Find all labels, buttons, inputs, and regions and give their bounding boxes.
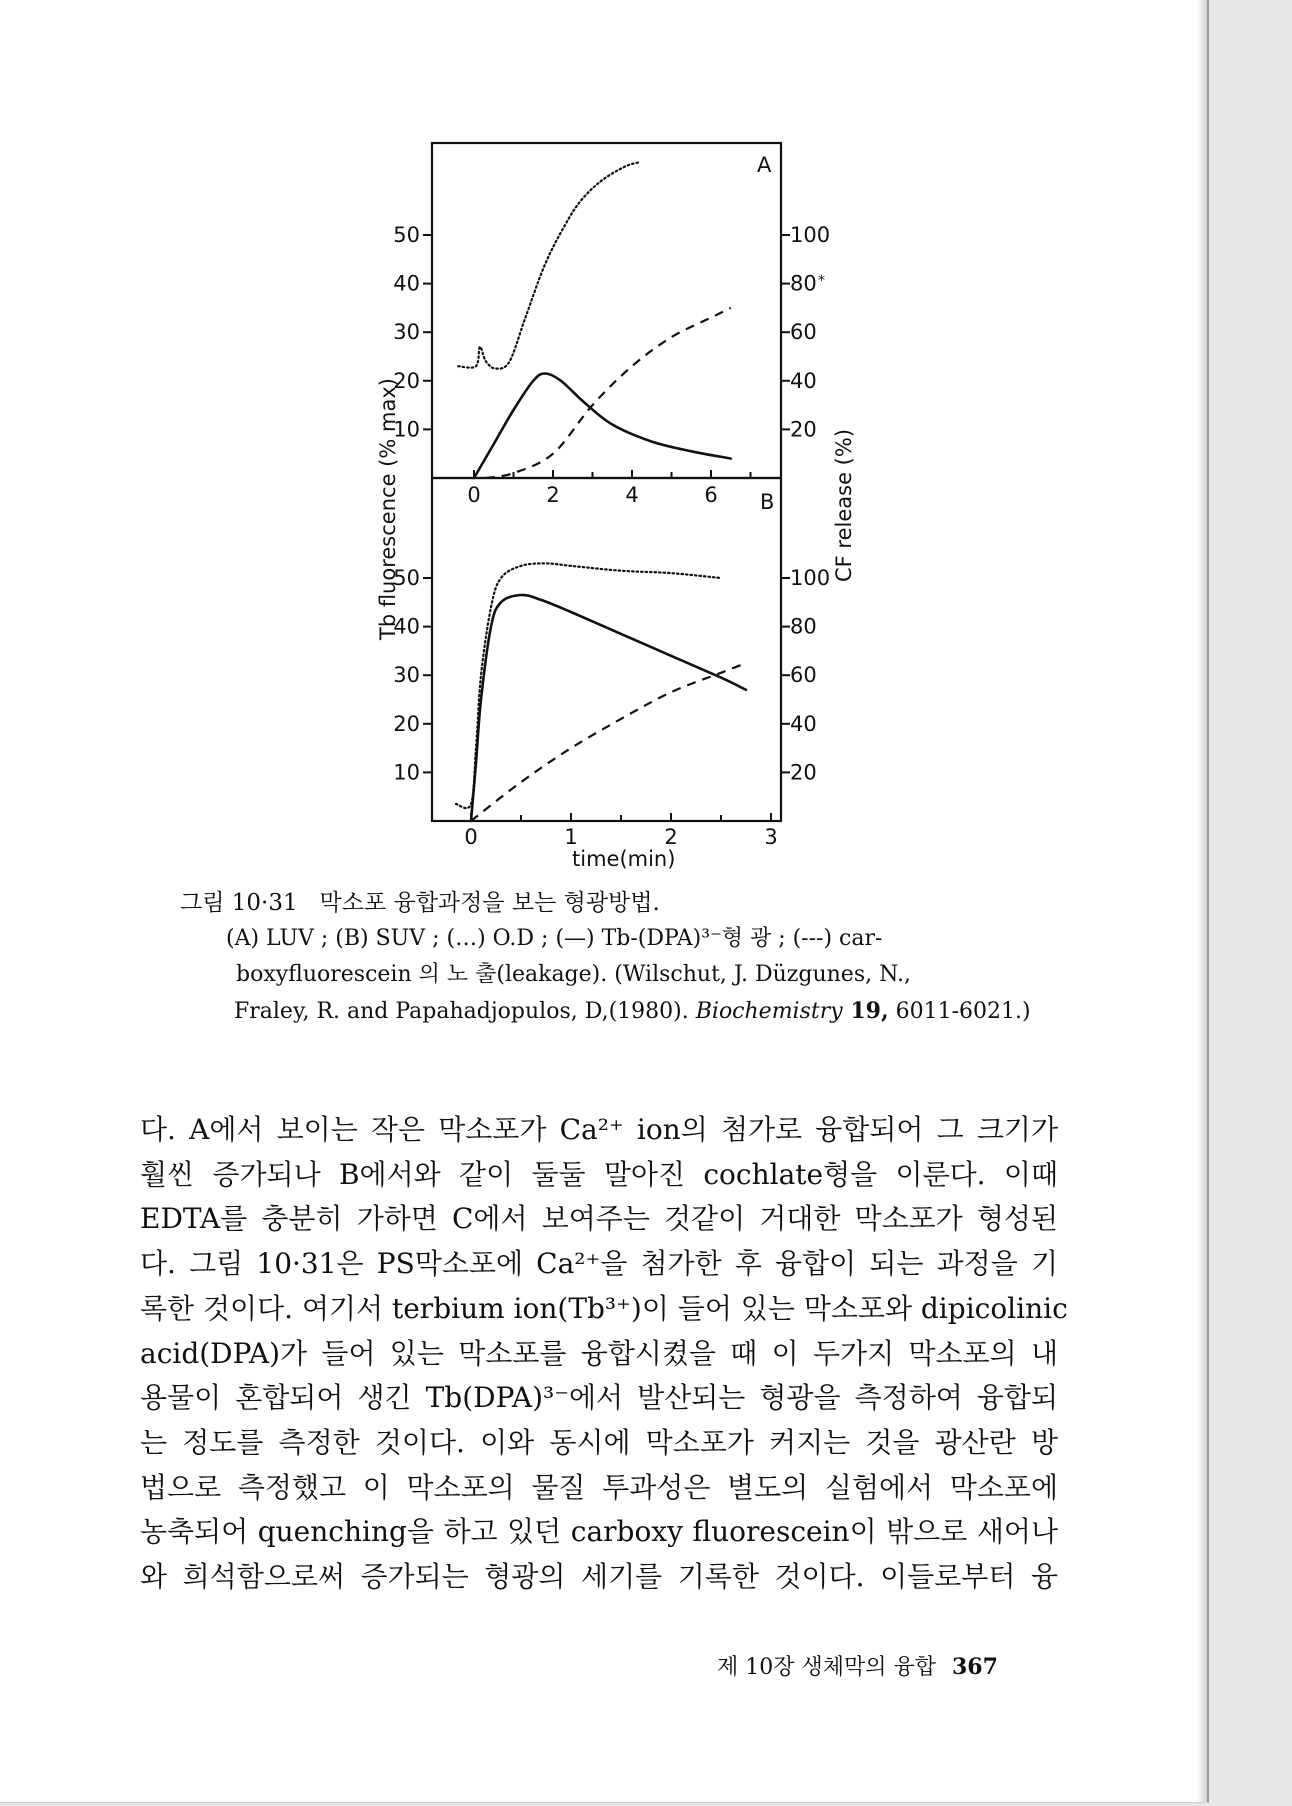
- x-axis-label: time(min): [572, 847, 676, 871]
- x-tick-label: 2: [546, 483, 560, 507]
- chapter-title: 제 10장 생체막의 융합: [717, 1655, 936, 1680]
- left-tick-label: 10: [393, 417, 420, 442]
- right-tick-label: 80: [790, 271, 817, 296]
- figure-10-31: [0, 0, 1207, 880]
- body-line: 다. A에서 보이는 작은 막소포가 Ca²⁺ ion의 첨가로 융합되어 그 크기가: [140, 1113, 1058, 1146]
- panel-a-frame: [432, 143, 781, 478]
- panel-a-od-dotted-line: [458, 162, 640, 369]
- x-tick-label: 2: [664, 825, 678, 849]
- figure-label: 그림 10·31: [180, 890, 298, 916]
- panel-a-series: [458, 162, 731, 478]
- left-tick-label: 50: [393, 223, 420, 247]
- panel-b-od-dotted-line: [456, 563, 721, 808]
- caption-journal: Biochemistry: [695, 999, 843, 1024]
- x-tick-label: 6: [704, 483, 718, 507]
- right-tick-label: 20: [790, 417, 817, 442]
- x-tick-label: 3: [764, 825, 778, 849]
- body-line: 법으로 측정했고 이 막소포의 물질 투과성은 별도의 실험에서 막소포에: [140, 1470, 1058, 1504]
- left-axis-label: Tb fluorescence (% max): [376, 378, 400, 640]
- panel-b-label: B: [760, 490, 775, 514]
- page-footer: [717, 1650, 998, 1681]
- caption-line-2: (A) LUV ; (B) SUV ; (…) O.D ; (—) Tb-(DPA)³⁻형 광 ; (---) car-: [226, 926, 883, 951]
- panel-a-label: A: [757, 153, 772, 177]
- left-tick-label: 30: [393, 663, 420, 688]
- panel-b-series: [456, 563, 746, 821]
- page-number: 367: [952, 1654, 998, 1680]
- caption-pages: 6011-6021.): [888, 999, 1031, 1024]
- body-line: 다. 그림 10·31은 PS막소포에 Ca²⁺을 첨가한 후 융합이 되는 과정을 기: [140, 1247, 1058, 1281]
- left-tick-label: 40: [393, 614, 420, 639]
- left-tick-label: 20: [393, 711, 420, 736]
- x-tick-label: 1: [564, 825, 578, 849]
- panel-b-right-ticks: [781, 566, 830, 784]
- right-tick-label: 60: [790, 320, 817, 345]
- caption-line-4-prefix: Fraley, R. and Papahadjopulos, D,(1980).: [234, 999, 696, 1024]
- right-tick-label: 100: [790, 566, 831, 590]
- right-tick-label: 40: [790, 368, 817, 393]
- x-tick-label: 0: [464, 825, 478, 849]
- left-tick-label: 10: [393, 760, 420, 785]
- left-tick-label: 30: [393, 320, 420, 345]
- body-line: 는 정도를 측정한 것이다. 이와 동시에 막소포가 커지는 것을 광산란 방: [140, 1425, 1058, 1459]
- caption-line-3: boxyfluorescein 의 노 출(leakage). (Wilschut, J. Düzgunes, N.,: [236, 962, 911, 987]
- right-axis-label: CF release (%): [832, 428, 856, 582]
- panel-b-x-ticks: [464, 813, 777, 849]
- caption-heading: [180, 885, 1040, 921]
- panel-a-right-ticks: [781, 223, 830, 441]
- right-tick-label: 20: [790, 760, 817, 785]
- right-tick-label: 80: [790, 614, 817, 639]
- panel-b-cf-leakage-dashed-line: [471, 663, 746, 821]
- x-tick-label: 4: [625, 483, 639, 507]
- x-tick-label: 0: [467, 483, 481, 507]
- body-line: 록한 것이다. 여기서 terbium ion(Tb³⁺)이 들어 있는 막소포와 dipicolinic: [140, 1291, 1068, 1325]
- right-tick-label: 40: [790, 711, 817, 736]
- body-paragraph: [140, 1108, 1068, 1600]
- figure-title: 막소포 융합과정을 보는 형광방법.: [319, 890, 660, 916]
- caption-volume: 19,: [842, 998, 889, 1024]
- right-tick-label: 100: [790, 223, 831, 247]
- left-tick-label: 20: [393, 368, 420, 393]
- left-tick-label: 50: [393, 566, 420, 590]
- panel-a-x-ticks: [467, 470, 750, 507]
- panel-a-tb-fluorescence-solid-line: [474, 374, 731, 479]
- annotation-mark: *: [818, 273, 825, 289]
- figure-caption: [180, 885, 1040, 1030]
- panel-b-tb-fluorescence-solid-line: [471, 595, 746, 821]
- left-tick-label: 40: [393, 271, 420, 296]
- right-tick-label: 60: [790, 663, 817, 688]
- caption-line-4: [180, 993, 1040, 1030]
- body-line: 용물이 혼합되어 생긴 Tb(DPA)³⁻에서 발산되는 형광을 측정하여 융합되: [140, 1381, 1058, 1415]
- body-line: 훨씬 증가되나 B에서와 같이 둘둘 말아진 cochlate형을 이룬다. 이때: [140, 1157, 1058, 1191]
- body-line: 농축되어 quenching을 하고 있던 carboxy fluorescein이 밖으로 새어나: [140, 1515, 1058, 1549]
- body-line: EDTA를 충분히 가하면 C에서 보여주는 것같이 거대한 막소포가 형성된: [140, 1202, 1058, 1236]
- body-line: acid(DPA)가 들어 있는 막소포를 융합시켰을 때 이 두가지 막소포의 내: [140, 1336, 1058, 1370]
- body-line: 와 희석함으로써 증가되는 형광의 세기를 기록한 것이다. 이들로부터 융: [140, 1560, 1058, 1594]
